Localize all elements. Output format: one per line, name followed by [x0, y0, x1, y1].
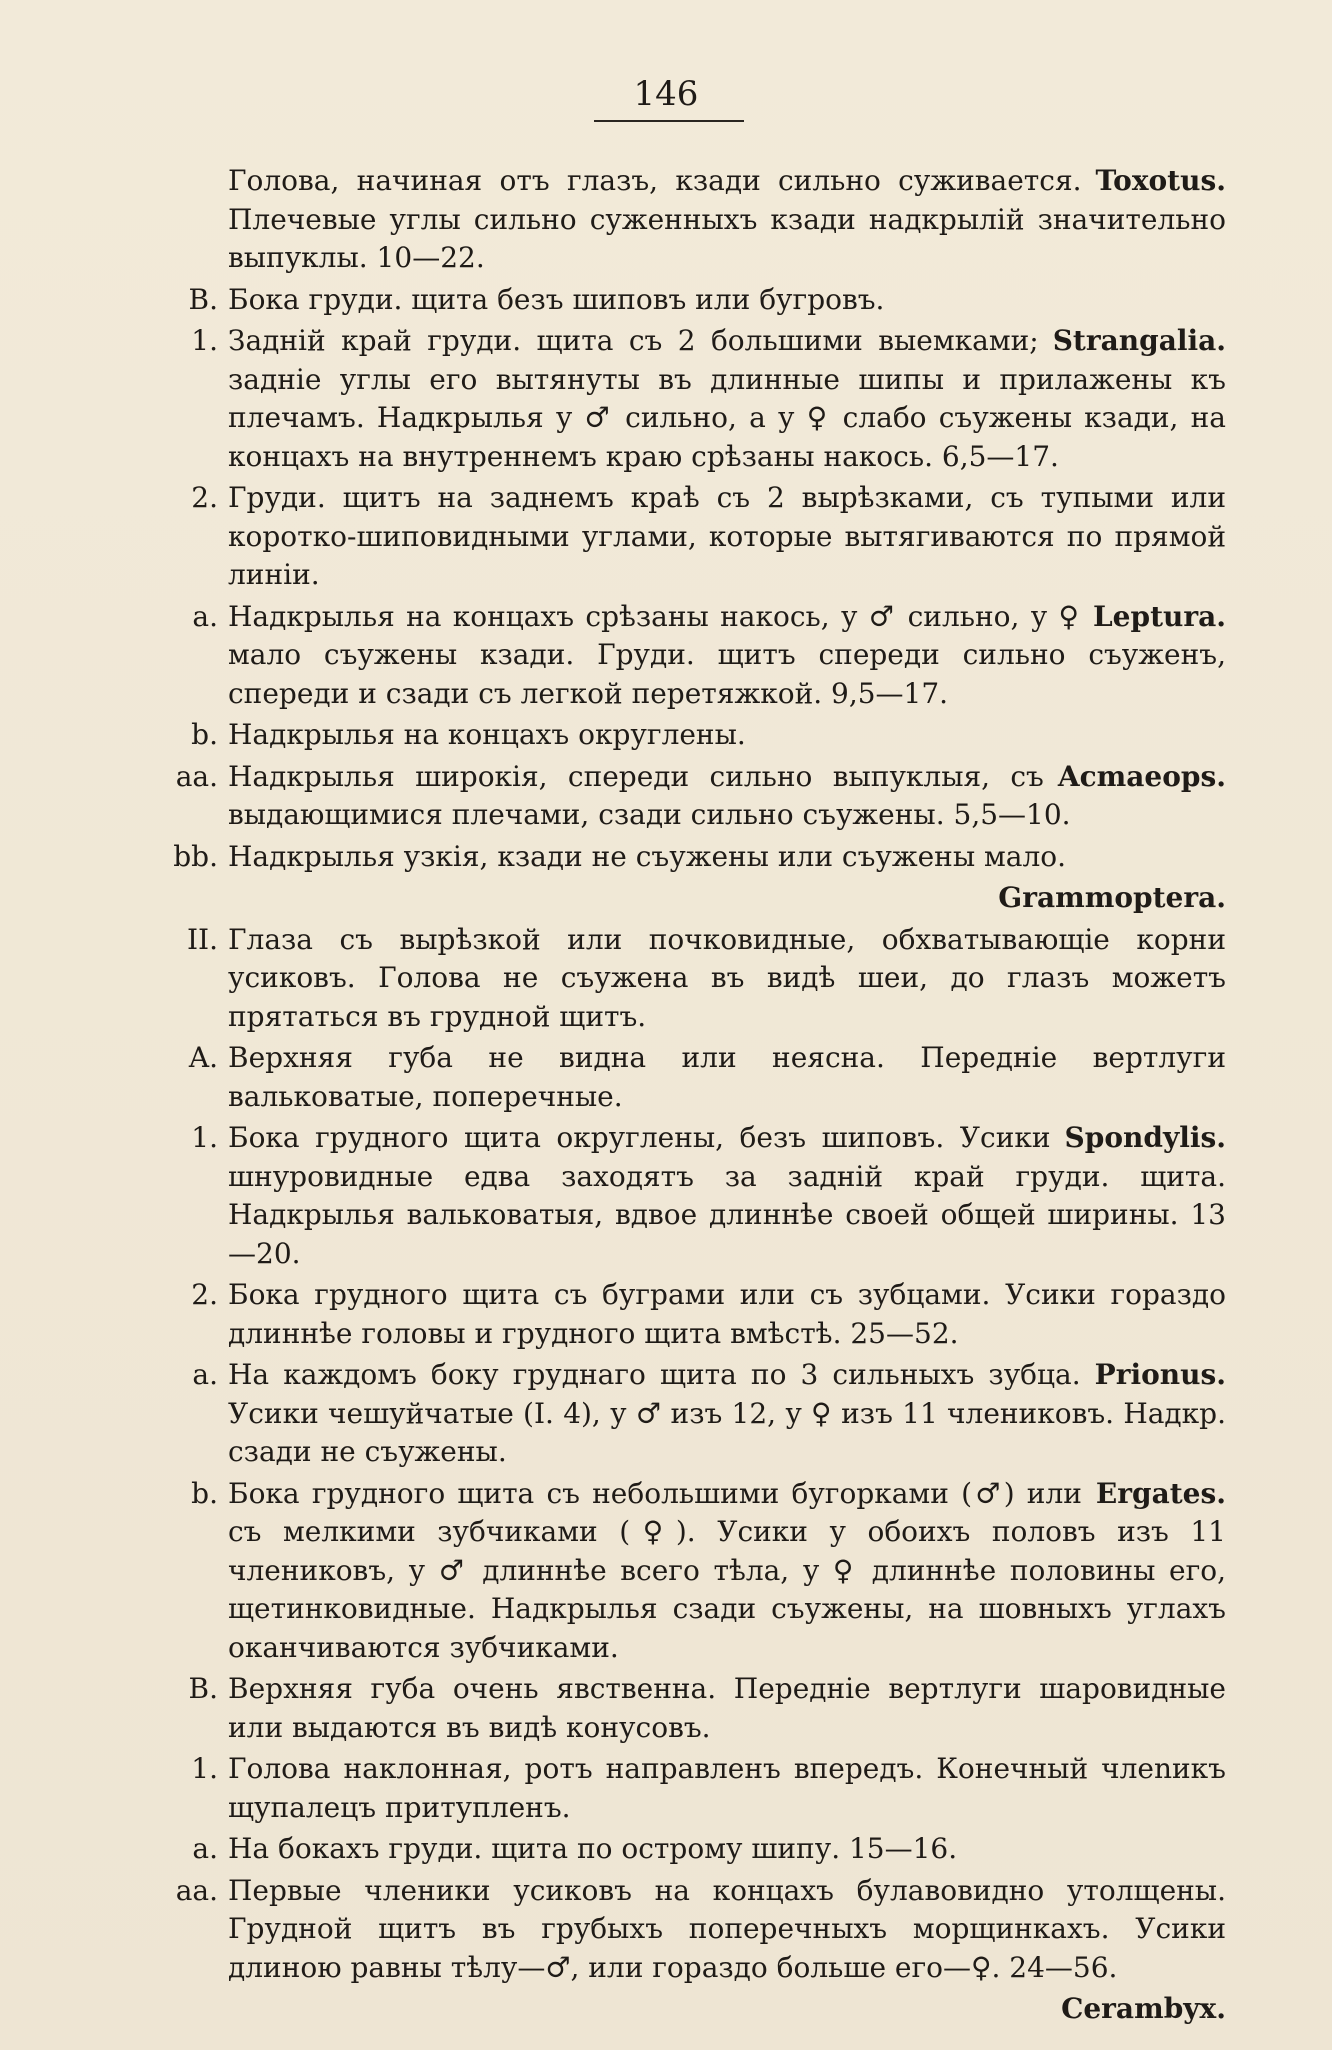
key-entry: [170, 838, 1226, 877]
entry-text: Глаза съ вырѣзкой или почковидные, обхватывающіе корни усиковъ. Голова не съужена въ видѣ шеи, до глазъ можетъ прятаться въ грудной щитъ.: [228, 922, 1226, 1033]
entry-marker: a.: [192, 599, 218, 633]
entry-text-block: [228, 1872, 1226, 1988]
entry-text-block: [228, 598, 1226, 714]
entry-text: Надкрылья на концахъ округлены.: [228, 718, 746, 751]
entry-marker: [170, 162, 228, 278]
entry-marker: B.: [188, 1672, 218, 1705]
entry-text-block: [228, 162, 1226, 278]
genus-name: Prionus.: [1094, 1358, 1226, 1391]
entry-marker: aa.: [175, 1873, 218, 1907]
entry-text-block: [228, 1356, 1226, 1472]
entry-text: Задній край груди. щита съ 2 большими выемками; задніе углы его вытянуты въ длинные шипы и прилажены къ плечамъ. Надкрылья у ♂ сильно, а у ♀ слабо съужены кзади, на концахъ на внутреннемъ краю срѣзаны накось. 6,5—17.: [228, 324, 1226, 473]
genus-name: Cerambyx.: [1061, 1992, 1226, 2025]
genus-name: Acmaeops.: [1057, 759, 1226, 793]
key-entry: [170, 716, 1226, 755]
entry-text-block: [228, 921, 1226, 1037]
key-entry: [170, 1670, 1226, 1747]
genus-name: Toxotus.: [1095, 164, 1226, 197]
entry-text-block: [228, 1276, 1226, 1353]
genus-name: Leptura.: [1092, 599, 1226, 633]
entry-text: Надкрылья на концахъ срѣзаны накось, у ♂ сильно, у ♀ мало съужены кзади. Груди. щитъ спереди сильно съуженъ, спереди и сзади съ легкой перетяжкой. 9,5—17.: [228, 599, 1226, 710]
entry-text-block: [228, 879, 1226, 918]
key-entry: [170, 281, 1226, 320]
key-entry: [170, 758, 1226, 835]
entry-marker: 2.: [191, 481, 218, 514]
entry-text-block: [228, 281, 1226, 320]
entry-text-block: [228, 479, 1226, 595]
entry-text-block: [228, 1670, 1226, 1747]
entry-text: Груди. щитъ на заднемъ краѣ съ 2 вырѣзками, съ тупыми или коротко-шиповидными углами, которые вытягиваются по прямой линіи.: [228, 481, 1226, 591]
key-entry: [170, 598, 1226, 714]
entry-marker: II.: [186, 922, 218, 956]
entry-marker: [170, 879, 228, 918]
entry-marker: a.: [192, 1832, 218, 1865]
key-entry: [170, 479, 1226, 595]
entry-marker: a.: [192, 1358, 218, 1391]
entry-text-block: [228, 1119, 1226, 1273]
entry-marker: 1.: [191, 1121, 218, 1154]
entry-text-block: [228, 838, 1226, 877]
header-rule: [594, 120, 744, 122]
entry-marker: [170, 1990, 228, 2029]
entry-marker: B.: [188, 282, 218, 316]
key-entry: [170, 1872, 1226, 1988]
key-entry: [170, 921, 1226, 1037]
entry-marker: 1.: [191, 1752, 218, 1785]
key-entry: [170, 1356, 1226, 1472]
key-entry: [170, 1990, 1226, 2029]
entry-text-block: [228, 716, 1226, 755]
key-entry: [170, 1475, 1226, 1668]
entry-text: Надкрылья узкія, кзади не съужены или съужены мало.: [228, 839, 1067, 873]
key-entry: [170, 1750, 1226, 1827]
entry-text: Бока грудного щита съ небольшими бугорками (♂) или съ мелкими зубчиками (♀). Усики у обоихъ половъ изъ 11 члениковъ, у ♂ длиннѣе всего тѣла, у ♀ длиннѣе половины его, щетинковидные. Надкрылья сзади съужены, на шовныхъ углахъ оканчиваются зубчиками.: [228, 1476, 1226, 1664]
entry-text: Первые членики усиковъ на концахъ булавовидно утолщены. Грудной щитъ въ грубыхъ поперечныхъ морщинкахъ. Усики длиною равны тѣлу—♂, или гораздо больше его—♀. 24—56.: [228, 1873, 1226, 1984]
entry-text: Бока грудного щита округлены, безъ шиповъ. Усики шнуровидные едва заходятъ за задній край груди. щита. Надкрылья вальковатыя, вдвое длиннѣе своей общей ширины. 13—20.: [228, 1121, 1226, 1270]
entry-marker: aa.: [175, 759, 218, 793]
entry-text: Верхняя губа не видна или неясна. Передніе вертлуги вальковатые, поперечные.: [228, 1041, 1226, 1113]
entry-text-block: [228, 1750, 1226, 1827]
entry-marker: b.: [191, 1476, 218, 1510]
genus-name: Grammoptera.: [998, 881, 1226, 914]
genus-name: Strangalia.: [1052, 324, 1226, 357]
entry-text: Надкрылья широкія, спереди сильно выпуклыя, съ выдающимися плечами, сзади сильно съужены. 5,5—10.: [228, 759, 1071, 831]
key-entry: [170, 1830, 1226, 1869]
key-entry: [170, 1119, 1226, 1273]
entry-text: Бока грудного щита съ буграми или съ зубцами. Усики гораздо длиннѣе головы и грудного щита вмѣстѣ. 25—52.: [228, 1278, 1226, 1350]
entry-marker: 2.: [191, 1278, 218, 1311]
entry-text-block: [228, 1475, 1226, 1668]
page-number: 146: [633, 74, 699, 114]
key-entry: [170, 1039, 1226, 1116]
entry-text: На каждомъ боку груднаго щита по 3 сильныхъ зубца. Усики чешуйчатые (I. 4), у ♂ изъ 12, у ♀ изъ 11 члениковъ. Надкр. сзади не съужены.: [228, 1358, 1226, 1468]
entry-marker: A.: [188, 1041, 218, 1074]
entry-text-block: [228, 322, 1226, 476]
entry-text: Голова, начиная отъ глазъ, кзади сильно суживается. Плечевые углы сильно суженныхъ кзади надкрылій значительно выпуклы. 10—22.: [228, 164, 1226, 274]
entry-text: Голова наклонная, ротъ направленъ впередъ. Конечный члеnикъ щупалецъ притупленъ.: [228, 1752, 1226, 1824]
entry-text: Бока груди. щита безъ шиповъ или бугровъ.: [228, 282, 885, 316]
genus-name: Spondylis.: [1064, 1121, 1226, 1154]
key-entry: [170, 1276, 1226, 1353]
entry-marker: bb.: [173, 839, 218, 873]
genus-name: Ergates.: [1095, 1476, 1226, 1510]
key-text: [170, 162, 1226, 2032]
key-entry: [170, 879, 1226, 918]
entry-text-block: [228, 1830, 1226, 1869]
entry-marker: b.: [191, 718, 218, 751]
entry-text-block: [228, 1039, 1226, 1116]
entry-text: На бокахъ груди. щита по острому шипу. 15—16.: [228, 1832, 958, 1865]
entry-text-block: [228, 758, 1226, 835]
key-entry: [170, 162, 1226, 278]
key-entry: [170, 322, 1226, 476]
entry-text-block: [228, 1990, 1226, 2029]
entry-marker: 1.: [191, 324, 218, 357]
entry-text: Верхняя губа очень явственна. Передніе вертлуги шаровидные или выдаются въ видѣ конусовъ.: [228, 1672, 1226, 1744]
